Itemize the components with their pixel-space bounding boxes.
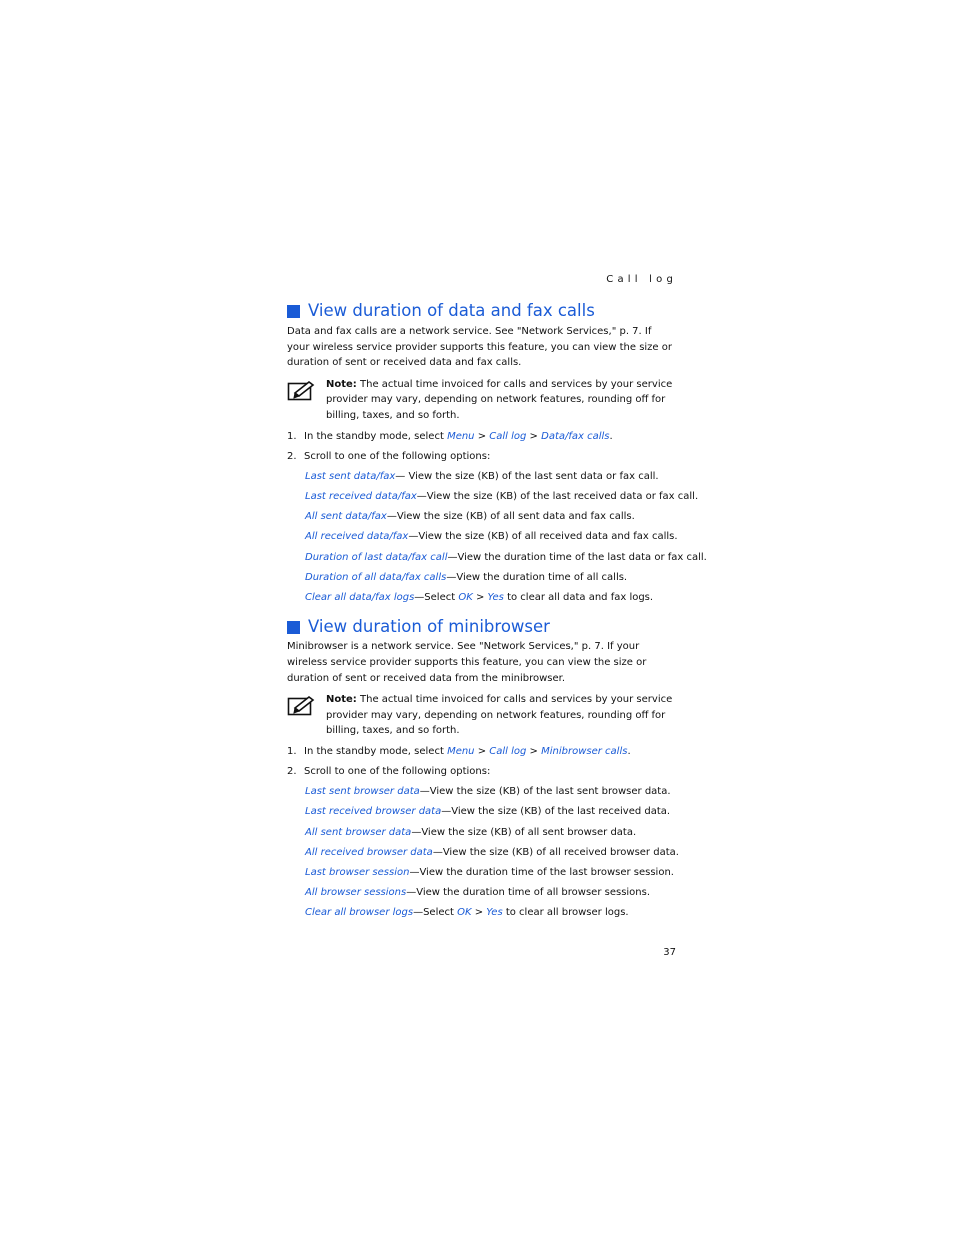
- step-text: Scroll to one of the following options:: [304, 450, 491, 462]
- option-link[interactable]: Duration of last data/fax call: [305, 551, 448, 563]
- separator: >: [471, 907, 487, 919]
- note-block: [287, 692, 677, 739]
- option-desc: —View the duration time of all browser sessions.: [406, 887, 651, 899]
- option-desc: —View the size (KB) of all received browser data.: [432, 846, 679, 858]
- option-item: [305, 784, 677, 800]
- note-pencil-icon: [287, 377, 326, 424]
- option-list: [305, 784, 677, 921]
- option-desc: —View the size (KB) of all sent browser data.: [411, 826, 637, 838]
- option-link[interactable]: All sent data/fax: [305, 511, 387, 523]
- section-title-text: View duration of data and fax calls: [308, 301, 595, 320]
- option-desc: —View the duration time of the last data or fax call.: [447, 551, 707, 563]
- option-link[interactable]: Last sent browser data: [305, 786, 420, 798]
- option-desc: —Select: [413, 907, 458, 919]
- section-intro: Data and fax calls are a network service. See "Network Services," p. 7. If your wireless service provider supports this feature, you can view the size or duration of sent or received data and fax calls.: [287, 326, 672, 369]
- option-desc: —View the size (KB) of all received data and fax calls.: [408, 531, 678, 543]
- option-desc: —View the size (KB) of all sent data and fax calls.: [386, 511, 635, 523]
- step-2: [287, 764, 677, 780]
- ok-link[interactable]: OK: [458, 591, 473, 603]
- step-number: 1.: [287, 430, 297, 442]
- option-desc: —View the size (KB) of the last received data.: [441, 806, 671, 818]
- option-item: [305, 489, 699, 505]
- step-2: [287, 449, 677, 465]
- option-item-clear: [305, 905, 677, 921]
- note-body: The actual time invoiced for calls and services by your service provider may vary, depending on network features, rounding off for billing, taxes, and so forth.: [326, 378, 673, 421]
- section-title: [287, 616, 677, 638]
- menu-link[interactable]: Menu: [447, 746, 475, 758]
- ok-link[interactable]: OK: [457, 907, 472, 919]
- option-item: [305, 865, 677, 881]
- note-text: [326, 692, 677, 739]
- option-item: [305, 804, 677, 820]
- step-end: .: [627, 746, 631, 758]
- clear-logs-link[interactable]: Clear all browser logs: [305, 907, 414, 919]
- step-number: 1.: [287, 746, 297, 758]
- step-1: [287, 744, 677, 760]
- option-link[interactable]: All browser sessions: [305, 887, 407, 899]
- option-item: [305, 885, 677, 901]
- option-item: [305, 550, 707, 566]
- yes-link[interactable]: Yes: [487, 591, 504, 603]
- option-desc: —View the size (KB) of the last sent browser data.: [419, 786, 671, 798]
- page-number: 37: [663, 947, 676, 958]
- option-list: [305, 469, 707, 606]
- step-end: .: [609, 430, 613, 442]
- option-desc: to clear all data and fax logs.: [503, 591, 654, 603]
- page-content: [287, 272, 707, 926]
- separator: >: [472, 591, 488, 603]
- note-block: [287, 377, 677, 424]
- option-link[interactable]: Last sent data/fax: [305, 470, 396, 482]
- separator: >: [526, 746, 542, 758]
- option-link[interactable]: All sent browser data: [305, 826, 412, 838]
- section-title-text: View duration of minibrowser: [308, 617, 550, 637]
- call-log-link[interactable]: Call log: [489, 430, 527, 442]
- steps-list: [287, 429, 677, 465]
- section-minibrowser: [287, 616, 677, 920]
- yes-link[interactable]: Yes: [486, 907, 503, 919]
- section-title: [287, 300, 677, 322]
- note-label: Note:: [326, 694, 357, 706]
- running-header: Call log: [606, 274, 677, 285]
- option-item: [305, 825, 677, 841]
- step-number: 2.: [287, 450, 297, 462]
- option-desc: —View the duration time of all calls.: [446, 571, 628, 583]
- section-intro: Minibrowser is a network service. See "Network Services," p. 7. If your wireless service provider supports this feature, you can view the size or duration of sent or received data from the minibrowser.: [287, 641, 647, 684]
- option-link[interactable]: Duration of all data/fax calls: [305, 571, 447, 583]
- separator: >: [474, 746, 490, 758]
- option-desc: —View the size (KB) of the last received data or fax call.: [416, 490, 699, 502]
- call-log-link[interactable]: Call log: [489, 746, 527, 758]
- separator: >: [526, 430, 542, 442]
- note-pencil-icon: [287, 692, 326, 739]
- option-desc: —View the duration time of the last browser session.: [409, 866, 674, 878]
- note-label: Note:: [326, 378, 357, 390]
- option-link[interactable]: All received data/fax: [305, 531, 409, 543]
- option-item: [305, 529, 677, 545]
- step-text: [304, 429, 613, 445]
- section-data-fax: [287, 300, 707, 605]
- option-item-clear: [305, 590, 677, 606]
- option-link[interactable]: Last received browser data: [305, 806, 442, 818]
- option-item: [305, 509, 677, 525]
- option-link[interactable]: Last browser session: [305, 866, 410, 878]
- option-desc: —Select: [414, 591, 459, 603]
- note-body: The actual time invoiced for calls and services by your service provider may vary, depending on network features, rounding off for billing, taxes, and so forth.: [326, 694, 673, 737]
- menu-link[interactable]: Menu: [447, 430, 475, 442]
- section-bullet-square-icon: [287, 621, 300, 634]
- step-text: Scroll to one of the following options:: [304, 766, 491, 778]
- step-1: [287, 429, 677, 445]
- minibrowser-calls-link[interactable]: Minibrowser calls: [541, 746, 628, 758]
- option-item: [305, 845, 677, 861]
- steps-list: [287, 744, 677, 780]
- option-desc: — View the size (KB) of the last sent data or fax call.: [395, 470, 659, 482]
- step-number: 2.: [287, 766, 297, 778]
- section-bullet-square-icon: [287, 305, 300, 318]
- step-prefix: In the standby mode, select: [304, 746, 448, 758]
- separator: >: [474, 430, 490, 442]
- note-text: [326, 377, 677, 424]
- option-link[interactable]: All received browser data: [305, 846, 433, 858]
- option-item: [305, 570, 677, 586]
- clear-logs-link[interactable]: Clear all data/fax logs: [305, 591, 415, 603]
- data-fax-calls-link[interactable]: Data/fax calls: [541, 430, 610, 442]
- option-desc: to clear all browser logs.: [502, 907, 629, 919]
- step-prefix: In the standby mode, select: [304, 430, 448, 442]
- option-item: [305, 469, 677, 485]
- step-text: [304, 744, 631, 760]
- option-link[interactable]: Last received data/fax: [305, 490, 417, 502]
